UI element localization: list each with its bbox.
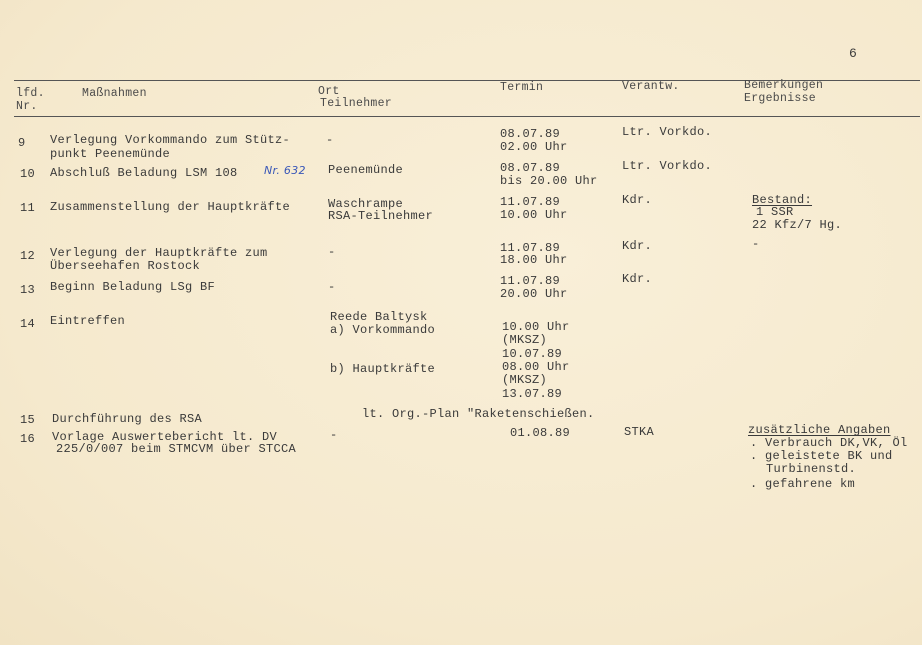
- row-termin: bis 20.00 Uhr: [500, 174, 598, 188]
- row-bemerkung: -: [752, 237, 760, 251]
- page-number: 6: [849, 46, 858, 61]
- row-termin: 13.07.89: [502, 387, 563, 401]
- row-massnahme: 225/0/007 beim STMCVM über STCCA: [56, 442, 297, 456]
- row-bemerkung: . gefahrene km: [750, 477, 856, 491]
- row-bemerkung: zusätzliche Angaben: [748, 423, 891, 437]
- row-nr: 16: [20, 432, 36, 446]
- header-massnahmen: Maßnahmen: [82, 87, 147, 100]
- handwritten-note: Nr. 632: [264, 164, 306, 177]
- row-massnahme: Verlegung der Hauptkräfte zum: [50, 246, 268, 260]
- row-termin: 10.07.89: [502, 347, 563, 361]
- row-ort: -: [328, 245, 336, 259]
- row-termin: 08.00 Uhr: [502, 360, 570, 374]
- row-verantw: Kdr.: [622, 193, 653, 207]
- row-bemerkung: Turbinenstd.: [766, 462, 857, 476]
- row-nr: 10: [20, 167, 36, 181]
- row-nr: 9: [18, 136, 26, 150]
- row-verantw: Ltr. Vorkdo.: [622, 125, 713, 139]
- row-ort: -: [330, 428, 338, 442]
- row-termin: 10.00 Uhr: [500, 208, 568, 222]
- row-termin: 08.07.89: [500, 127, 561, 141]
- row-massnahme: Durchführung des RSA: [52, 412, 203, 426]
- row-termin: (MKSZ): [502, 333, 548, 347]
- header-teilnehmer: Teilnehmer: [320, 97, 393, 110]
- row-termin: 10.00 Uhr: [502, 320, 570, 334]
- row-ort: Reede Baltysk: [330, 310, 428, 324]
- row-ort: RSA-Teilnehmer: [328, 209, 434, 223]
- row-massnahme: Abschluß Beladung LSM 108: [50, 166, 238, 180]
- row-bemerkung: 22 Kfz/7 Hg.: [752, 218, 843, 232]
- header-bemerkungen: Bemerkungen: [744, 79, 824, 92]
- row-verantw: STKA: [624, 425, 655, 439]
- row-massnahme: punkt Peenemünde: [50, 147, 171, 161]
- header-nr: Nr.: [16, 100, 38, 113]
- header-termin: Termin: [500, 81, 544, 94]
- row-massnahme: Überseehafen Rostock: [50, 259, 201, 273]
- row-nr: 12: [20, 249, 36, 263]
- header-verantw: Verantw.: [622, 80, 680, 93]
- row-termin: 11.07.89: [500, 241, 561, 255]
- row-massnahme: Vorlage Auswertebericht lt. DV: [52, 430, 278, 444]
- row-termin: 11.07.89: [500, 195, 561, 209]
- row-massnahme: Verlegung Vorkommando zum Stütz-: [50, 133, 291, 147]
- row-nr: 13: [20, 283, 36, 297]
- row-ort: b) Hauptkräfte: [330, 362, 436, 376]
- row-ort: a) Vorkommando: [330, 323, 436, 337]
- row-ort: lt. Org.-Plan "Raketenschießen.: [362, 407, 595, 421]
- row-verantw: Ltr. Vorkdo.: [622, 159, 713, 173]
- row-nr: 11: [20, 201, 36, 215]
- row-termin: (MKSZ): [502, 373, 548, 387]
- row-massnahme: Eintreffen: [50, 314, 126, 328]
- row-massnahme: Beginn Beladung LSg BF: [50, 280, 216, 294]
- row-bemerkung: . geleistete BK und: [750, 449, 893, 463]
- row-nr: 15: [20, 413, 36, 427]
- row-ort: -: [326, 133, 334, 147]
- row-termin: 20.00 Uhr: [500, 287, 568, 301]
- row-ort: Peenemünde: [328, 163, 404, 177]
- header-ergebnisse: Ergebnisse: [744, 92, 817, 105]
- header-lfd: lfd.: [16, 87, 45, 100]
- row-termin: 18.00 Uhr: [500, 253, 568, 267]
- row-termin: 08.07.89: [500, 161, 561, 175]
- row-ort: -: [328, 280, 336, 294]
- row-verantw: Kdr.: [622, 239, 653, 253]
- header-bottom-rule: [14, 116, 920, 117]
- row-bemerkung: . Verbrauch DK,VK, Öl: [750, 436, 908, 450]
- row-verantw: Kdr.: [622, 272, 653, 286]
- row-bemerkung: Bestand:: [752, 193, 813, 207]
- row-termin: 01.08.89: [510, 426, 571, 440]
- header-ort: Ort: [318, 85, 340, 98]
- row-termin: 02.00 Uhr: [500, 140, 568, 154]
- row-termin: 11.07.89: [500, 274, 561, 288]
- row-ort: Waschrampe: [328, 197, 404, 211]
- row-bemerkung: 1 SSR: [756, 205, 794, 219]
- row-massnahme: Zusammenstellung der Hauptkräfte: [50, 200, 291, 214]
- row-nr: 14: [20, 317, 36, 331]
